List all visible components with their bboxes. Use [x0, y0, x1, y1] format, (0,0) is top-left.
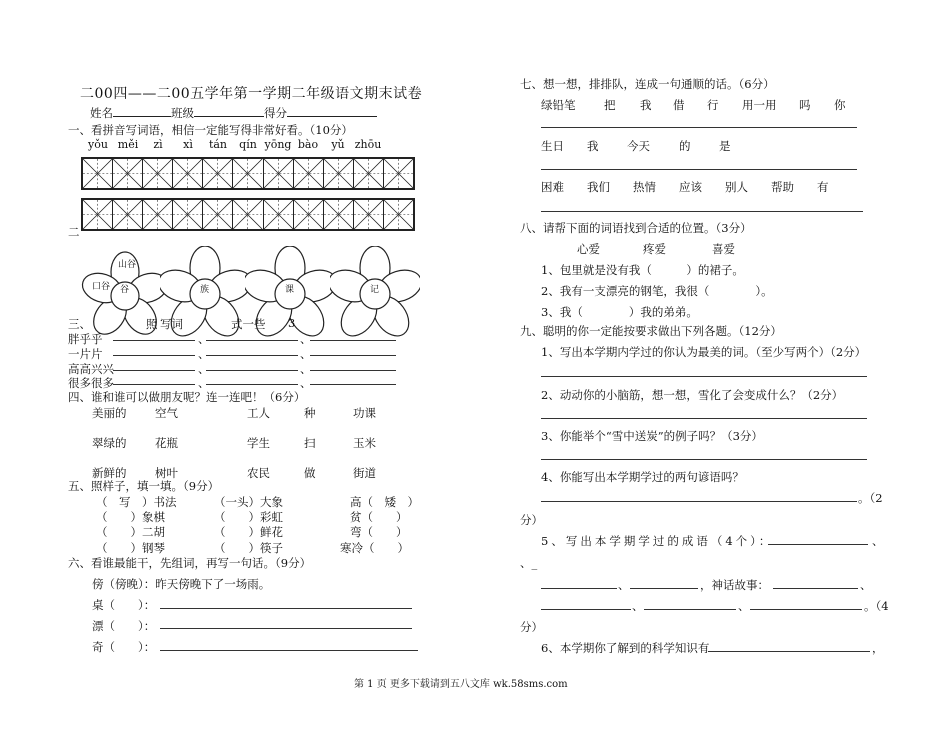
score-note: 。（2 [858, 491, 883, 505]
compose-item: 桌（ ）： [92, 598, 156, 612]
answer-line[interactable] [160, 628, 412, 629]
separator: 、_ [520, 556, 538, 570]
section3-fragment: 写词 [160, 317, 183, 331]
reorder-word[interactable]: 绿铅笔 [541, 98, 576, 112]
writing-cell[interactable] [264, 159, 294, 188]
word-choice: 喜爱 [712, 242, 735, 256]
compose-item: 奇（ ）： [92, 640, 156, 654]
writing-cell[interactable] [294, 159, 324, 188]
section5-heading: 五、照样子，填一填。（9分） [68, 479, 220, 493]
flower-extra-word: 口谷 [92, 282, 111, 292]
writing-cell[interactable] [203, 200, 233, 229]
reorder-word[interactable]: 是 [719, 139, 731, 153]
separator: ， [872, 641, 884, 655]
pinyin-item: měi [117, 138, 139, 151]
answer-line[interactable] [160, 608, 412, 609]
question: 4、你能写出本学期学过的两句谚语吗？ [541, 470, 744, 484]
separator: 、 [618, 578, 630, 592]
writing-cell[interactable] [83, 159, 113, 188]
separator: 、 [198, 332, 210, 346]
pinyin-item: yōng [264, 138, 292, 151]
match-word[interactable]: 空气 [155, 406, 178, 420]
reorder-word[interactable]: 行 [707, 98, 719, 112]
pattern-word: 高高兴兴 [68, 362, 114, 376]
reorder-word[interactable]: 困难 [541, 180, 564, 194]
pattern-word: 胖乎乎 [68, 332, 103, 346]
answer-line[interactable] [768, 544, 868, 545]
match-word[interactable]: 功课 [353, 406, 376, 420]
answer-line[interactable] [113, 340, 195, 341]
match-word[interactable]: 扫 [304, 436, 316, 450]
pattern-word: 很多很多 [68, 376, 114, 390]
reorder-word[interactable]: 你 [834, 98, 846, 112]
match-word[interactable]: 种 [304, 406, 316, 420]
answer-line[interactable] [630, 588, 698, 589]
example-sentence: 傍（傍晚）：昨天傍晚下了一场雨。 [92, 577, 271, 591]
match-word[interactable]: 树叶 [155, 466, 178, 480]
section8-heading: 八、请帮下面的词语找到合适的位置。（3分） [520, 221, 752, 235]
name-label: 姓名 [90, 106, 113, 120]
writing-cell[interactable] [264, 200, 294, 229]
separator: 、 [300, 332, 312, 346]
pinyin-item: bào [297, 138, 319, 151]
answer-line[interactable] [206, 340, 298, 341]
pinyin-item: yǒu [88, 138, 108, 151]
match-word[interactable]: 工人 [247, 406, 270, 420]
answer-line[interactable] [206, 384, 298, 385]
answer-line[interactable] [113, 355, 195, 356]
reorder-word[interactable]: 我 [640, 98, 652, 112]
separator: 、 [860, 578, 872, 592]
section1-heading: 一、看拼音写词语，相信一定能写得非常好看。（10分） [68, 123, 353, 137]
writing-cell[interactable] [143, 159, 173, 188]
score-field[interactable] [287, 105, 377, 117]
reorder-word[interactable]: 把 [604, 98, 616, 112]
writing-cell[interactable] [113, 200, 143, 229]
match-word[interactable]: 花瓶 [155, 436, 178, 450]
class-label: 班级 [171, 106, 194, 120]
writing-cell[interactable] [173, 200, 203, 229]
answer-line[interactable] [541, 501, 857, 502]
writing-grid-row-1[interactable] [81, 157, 415, 190]
fill-item[interactable]: 弯（ ） [350, 525, 408, 539]
answer-line[interactable] [541, 459, 867, 460]
word-choice: 心爱 [577, 242, 600, 256]
section9-heading: 九、聪明的你一定能按要求做出下列各题。（12分） [520, 324, 782, 338]
pinyin-item: zhōu [354, 138, 382, 151]
flower-center: 记 [370, 285, 380, 295]
separator: 、 [872, 534, 884, 548]
writing-cell[interactable] [354, 200, 384, 229]
section3-fragment: 式一些 [231, 317, 266, 331]
flower-center: 课 [285, 285, 295, 295]
match-word[interactable]: 做 [304, 466, 316, 480]
match-word[interactable]: 新鲜的 [92, 466, 127, 480]
fill-item[interactable]: （ ）二胡 [96, 525, 165, 539]
writing-cell[interactable] [113, 159, 143, 188]
separator: 、 [300, 362, 312, 376]
separator: 、 [198, 347, 210, 361]
reorder-word[interactable]: 用一用 [742, 98, 777, 112]
section4-heading: 四、谁和谁可以做朋友呢？连一连吧！（6分） [68, 390, 306, 404]
myth-label: ，神话故事： [700, 578, 769, 592]
answer-line[interactable] [541, 169, 857, 170]
question: 5、写出本学期学过的成语（4个）： [541, 534, 774, 548]
writing-grid-row-2[interactable] [81, 198, 415, 231]
word-pattern-row [68, 346, 103, 362]
reorder-word[interactable]: 吗 [799, 98, 811, 112]
fill-item[interactable]: （ ）筷子 [214, 541, 283, 555]
reorder-word[interactable]: 借 [673, 98, 685, 112]
compose-item: 漂（ ）： [92, 619, 156, 633]
score-label: 得分 [264, 106, 287, 120]
pinyin-item: tán [208, 138, 228, 151]
section2-heading: 二 [68, 225, 80, 239]
section3-fragment: 照 [146, 317, 158, 331]
answer-line[interactable] [750, 609, 862, 610]
pinyin-item: qín [239, 138, 257, 151]
separator: 、 [300, 347, 312, 361]
writing-cell[interactable] [324, 200, 354, 229]
pinyin-item: yǔ [331, 138, 345, 151]
flower-extra-word: 山谷 [118, 260, 137, 270]
writing-cell[interactable] [83, 200, 113, 229]
match-word[interactable]: 美丽的 [92, 406, 127, 420]
match-word[interactable]: 街道 [353, 466, 376, 480]
word-pattern-row [68, 331, 103, 347]
answer-line[interactable] [113, 384, 195, 385]
writing-cell[interactable] [203, 159, 233, 188]
reorder-word[interactable]: 今天 [627, 139, 650, 153]
answer-line[interactable] [541, 376, 867, 377]
answer-line[interactable] [206, 370, 298, 371]
reorder-word[interactable]: 别人 [725, 180, 748, 194]
fill-item[interactable]: （ 写 ）书法 [96, 495, 177, 509]
answer-line[interactable] [773, 588, 858, 589]
answer-line[interactable] [206, 355, 298, 356]
fill-item[interactable]: （ ）鲜花 [214, 525, 283, 539]
fill-item[interactable]: （ ）钢琴 [96, 541, 165, 555]
reorder-word[interactable]: 有 [817, 180, 829, 194]
writing-cell[interactable] [354, 159, 384, 188]
match-word[interactable]: 农民 [247, 466, 270, 480]
page-title: 二00四——二00五学年第一学期二年级语文期末试卷 [80, 86, 423, 102]
section7-heading: 七、想一想，排排队，连成一句通顺的话。（6分） [520, 77, 775, 91]
section6-heading: 六、看谁最能干，先组词，再写一句话。（9分） [68, 556, 312, 570]
answer-line[interactable] [541, 127, 857, 128]
answer-line[interactable] [310, 370, 396, 371]
reorder-word[interactable]: 我 [587, 139, 599, 153]
writing-cell[interactable] [384, 159, 413, 188]
reorder-word[interactable]: 的 [679, 139, 691, 153]
name-field[interactable] [113, 105, 171, 117]
answer-line[interactable] [113, 370, 195, 371]
reorder-word[interactable]: 帮助 [771, 180, 794, 194]
reorder-word[interactable]: 我们 [587, 180, 610, 194]
fill-item[interactable]: 高（ 矮 ） [350, 495, 419, 509]
writing-cell[interactable] [233, 159, 263, 188]
separator: 、 [632, 599, 644, 613]
writing-cell[interactable] [173, 159, 203, 188]
reorder-word[interactable]: 应该 [679, 180, 702, 194]
answer-line[interactable] [708, 651, 870, 652]
score-note: 分） [520, 513, 543, 527]
question: 1、写出本学期内学过的你认为最美的词。（至少写两个）（2分） [541, 345, 867, 359]
flower-center: 族 [200, 285, 210, 295]
writing-cell[interactable] [143, 200, 173, 229]
student-info [90, 105, 377, 121]
section3-fragment: 3 [288, 316, 296, 330]
reorder-word[interactable]: 生日 [541, 139, 564, 153]
separator: 、 [738, 599, 750, 613]
separator: 、 [198, 376, 210, 390]
match-word[interactable]: 翠绿的 [92, 436, 127, 450]
fill-sentence[interactable]: 3、我（ ）我的弟弟。 [541, 305, 698, 319]
fill-sentence[interactable]: 1、包里就是没有我（ ）的裙子。 [541, 263, 744, 277]
fill-item[interactable]: 贫（ ） [350, 510, 408, 524]
fill-item[interactable]: 寒冷（ ） [340, 541, 409, 555]
class-field[interactable] [194, 105, 264, 117]
question: 6、本学期你了解到的科学知识有 [541, 641, 710, 655]
fill-item[interactable]: （ ）彩虹 [214, 510, 283, 524]
word-choice: 疼爱 [643, 242, 666, 256]
fill-item[interactable]: （ ）象棋 [96, 510, 165, 524]
answer-line[interactable] [541, 418, 867, 419]
match-word[interactable]: 学生 [247, 436, 270, 450]
answer-line[interactable] [541, 211, 863, 212]
separator: 、 [198, 362, 210, 376]
score-note: 分） [520, 620, 543, 634]
pattern-word: 一片片 [68, 347, 103, 361]
pinyin-item: zì [153, 138, 163, 151]
writing-cell[interactable] [294, 200, 324, 229]
reorder-word[interactable]: 热情 [633, 180, 656, 194]
match-word[interactable]: 玉米 [353, 436, 376, 450]
score-note: 。（4 [864, 599, 889, 613]
answer-line[interactable] [541, 609, 631, 610]
writing-cell[interactable] [324, 159, 354, 188]
fill-item[interactable]: （一头）大象 [214, 495, 283, 509]
page-footer: 第 1 页 更多下载请到五八文库 wk.58sms.com [354, 679, 568, 690]
writing-cell[interactable] [384, 200, 413, 229]
answer-line[interactable] [160, 650, 418, 651]
question: 3、你能举个“雪中送炭”的例子吗？（3分） [541, 429, 763, 443]
answer-line[interactable] [310, 355, 396, 356]
section3-heading: 三、 [68, 317, 91, 331]
writing-cell[interactable] [233, 200, 263, 229]
pinyin-item: xì [183, 138, 193, 151]
question: 2、动动你的小脑筋，想一想，雪化了会变成什么？（2分） [541, 388, 844, 402]
answer-line[interactable] [310, 340, 396, 341]
answer-line[interactable] [310, 384, 396, 385]
pinyin-row [83, 138, 383, 151]
answer-line[interactable] [541, 588, 617, 589]
answer-line[interactable] [644, 609, 736, 610]
separator: 、 [300, 376, 312, 390]
flower-center: 谷 [120, 285, 130, 295]
fill-sentence[interactable]: 2、我有一支漂亮的钢笔，我很（ ）。 [541, 284, 773, 298]
